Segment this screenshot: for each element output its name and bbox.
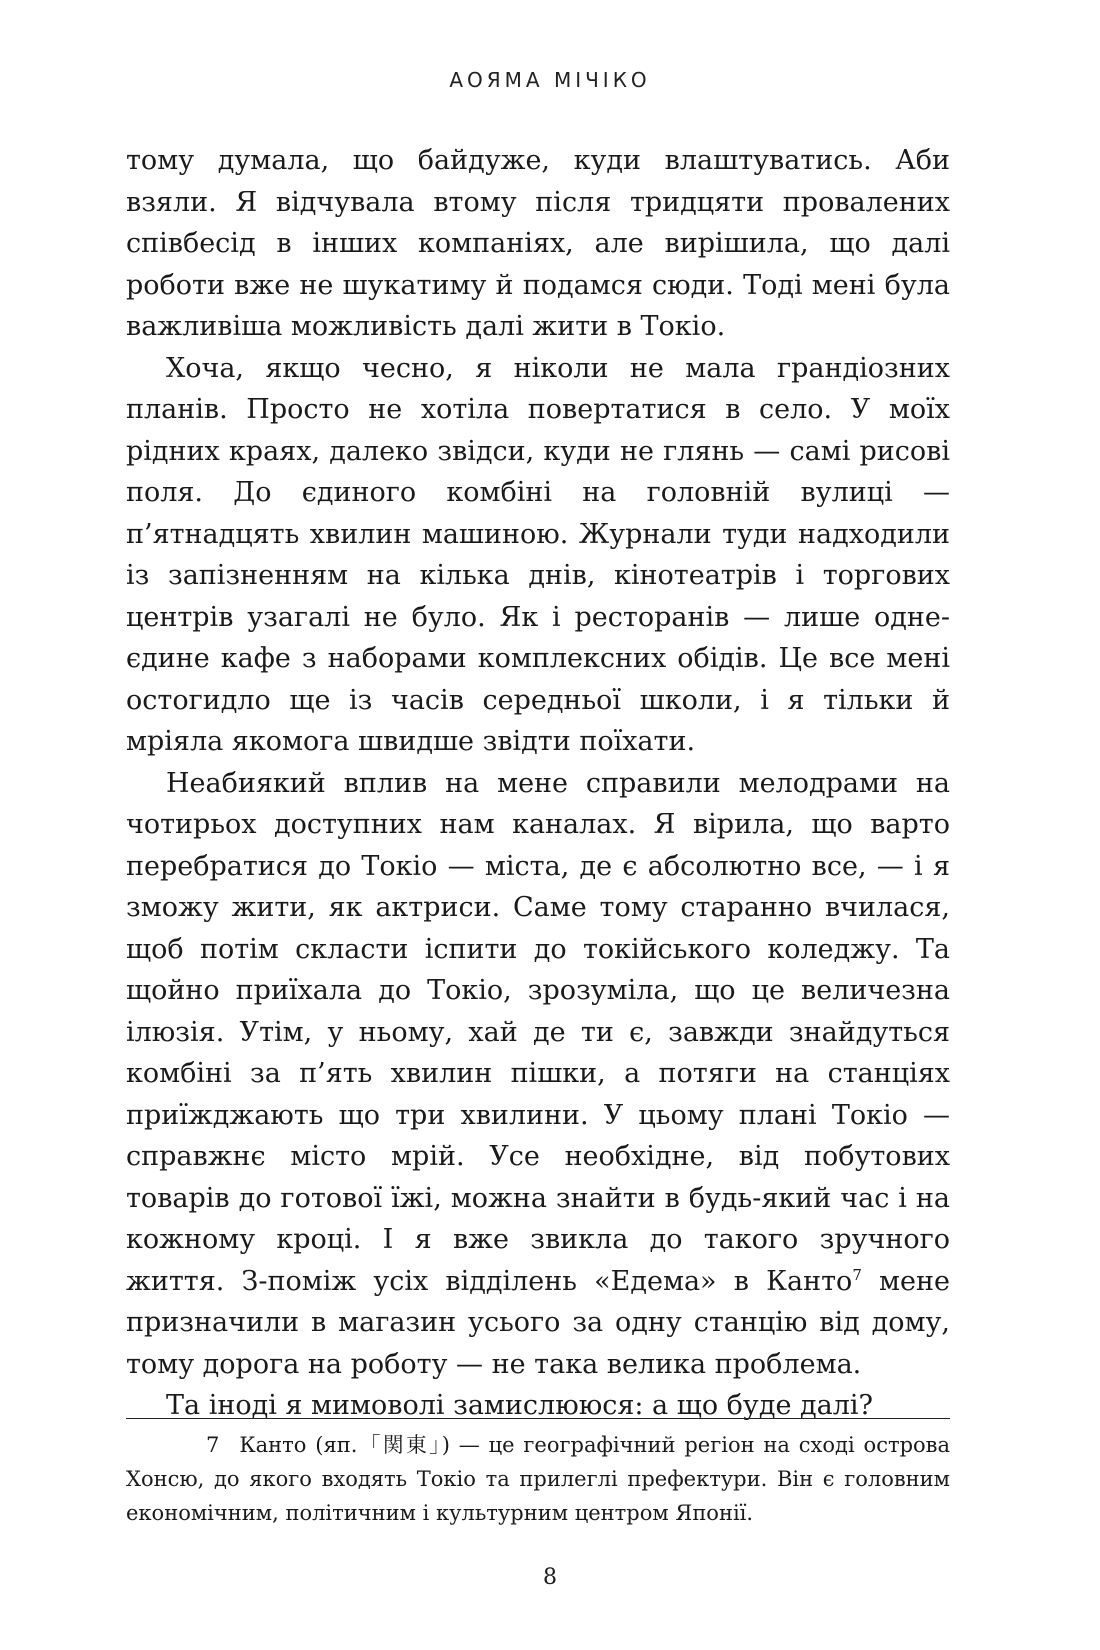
footnote-reference[interactable]: 7 [852,1265,862,1284]
footnote-number: 7 [206,1433,220,1457]
paragraph-text-before-note: Неабиякий вплив на мене справили мелодрами на чотирьох доступних нам каналах. Я вірила, що варто перебратися до Токіо — міста, де є абсолютно все, — і я зможу жити, як актриси. Саме тому старанно вчилася, щоб потім скласти іспити до токійського коледжу. Та щойно приїхала до Токіо, зрозуміла, що це величезна ілюзія. Утім, у ньому, хай де ти є, завжди знайдуться комбіні за п’ять хвилин пішки, а потяги на станціях приїжджають що три хвилини. У цьому плані Токіо — справжнє місто мрій. Усе необхідне, від побутових товарів до готової їжі, можна знайти в будь-який час і на кожному кроці. І я вже звикла до такого зручного життя. З-поміж усіх відділень «Едема» в Канто [126,767,950,1297]
running-head-author: АОЯМА МІЧІКО [449,68,651,92]
paragraph: Хоча, якщо чесно, я ніколи не мала грандіозних планів. Просто не хотіла повертатися в село. У моїх рідних краях, далеко звідси, куди не глянь — самі рисові поля. До єдиного комбіні на головній вулиці — п’ятнадцять хвилин машиною. Журнали туди надходили із запізненням на кілька днів, кінотеатрів і торгових центрів узагалі не було. Як і ресторанів — лише одне-єдине кафе з наборами комплексних обідів. Це все мені остогидло ще із часів середньої школи, і я тільки й мріяла якомога швидше звідти поїхати. [126,352,950,757]
footnote-text: Канто (яп.「関東」) — це географічний регіон на сході острова Хонсю, до якого входять Токіо та прилеглі префектури. Він є головним економічним, політичним і культурним центром Японії. [126,1433,950,1525]
page-number: 8 [543,1565,557,1590]
paragraph-with-footnote-ref [126,763,950,1386]
footnote [126,1428,950,1530]
paragraph-text-after-note: мене призначили в магазин усього за одну станцію від дому, тому дорога на роботу — не така велика проблема. [126,1265,950,1380]
paragraph: Та іноді я мимоволі замислююся: а що буде далі? [166,1390,873,1421]
footnote-divider [126,1418,950,1419]
body-text [126,140,950,1427]
paragraph-continuation: тому думала, що байдуже, куди влаштуватись. Аби взяли. Я відчувала втому після тридцяти провалених співбесід в інших компаніях, але вирішила, що далі роботи вже не шукатиму й подамся сюди. Тоді мені була важливіша можливість далі жити в Токіо. [126,145,950,342]
